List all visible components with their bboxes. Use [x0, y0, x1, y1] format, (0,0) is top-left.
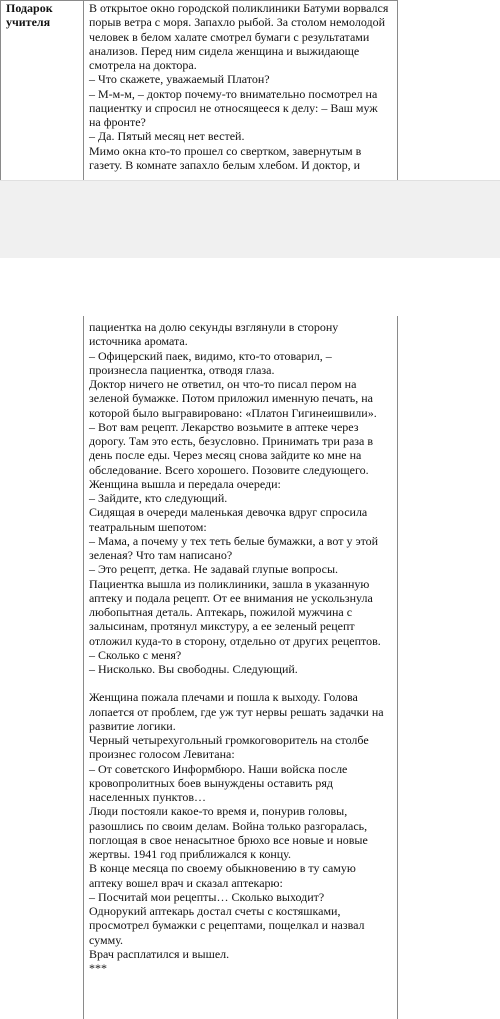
paragraph: – Вот вам рецепт. Лекарство возьмите в аптеке через дорогу. Там это есть, безусловно. Принимать три раза в день после еды. Через месяц снова зайдите ко мне на обследование. Всего хорошего. Позовите следующего.	[89, 419, 374, 477]
paragraph: Пациентка вышла из поликлиники, зашла в указанную аптеку и подала рецепт. От ее внимания не ускользнула любопытная деталь. Аптекарь, пожилой мужчина с залысинам, протянул микстуру, а ее зеленый рецепт отложил куда-то в сторону, отдельно от других рецептов.	[89, 576, 381, 648]
paragraph: – Посчитай мои рецепты… Сколько выходит?	[89, 889, 325, 904]
paragraph: В открытое окно городской поликлиники Батуми ворвался порыв ветра с моря. Запахло рыбой. За столом немолодой человек в белом халате смотрел бумаги с результатами анализов. Перед ним сидела женщина и выжидающе смотрела на доктора.	[89, 1, 389, 72]
table-column-divider	[83, 0, 84, 180]
paragraph: Черный четырехугольный громкоговоритель на столбе произнес голосом Левитана:	[89, 733, 369, 762]
paragraph: Сидящая в очереди маленькая девочка вдруг спросила театральным шепотом:	[89, 505, 368, 534]
paragraph: Женщина пожала плечами и пошла к выходу. Голова лопается от проблем, где уж тут нервы решать задачки на развитие логики.	[89, 690, 384, 733]
paragraph: – Что скажете, уважаемый Платон?	[89, 72, 270, 87]
paragraph: – Это рецепт, детка. Не задавай глупые вопросы.	[89, 562, 339, 577]
paragraph: – Офицерский паек, видимо, кто-то отоварил, – произнесла пациентка, отводя глаза.	[89, 348, 332, 377]
row-title: Подарок учителя	[6, 1, 53, 29]
story-text-part-1	[89, 1, 391, 172]
paragraph: Мимо окна кто-то прошел со свертком, завернутым в газету. В комнате запахло белым хлебом. И доктор, и	[89, 143, 362, 172]
paragraph: Женщина вышла и передала очереди:	[89, 476, 281, 491]
paragraph: – Нисколько. Вы свободны. Следующий.	[89, 662, 298, 676]
blank-line	[89, 676, 391, 690]
paragraph: Доктор ничего не ответил, он что-то писал пером на зеленой бумажке. Потом приложил именную печать, на которой было выгравировано: «Платон Гигинеишвили».	[89, 377, 377, 420]
page-separator	[0, 180, 500, 260]
table-column-divider	[83, 316, 84, 1019]
story-text-part-2	[89, 320, 391, 975]
table-border-right	[397, 0, 398, 180]
paragraph: В конце месяца по своему обыкновению в ту самую аптеку вошел врач и сказал аптекарю:	[89, 861, 356, 890]
paragraph: – От советского Информбюро. Наши войска после кровопролитных боев вынуждены оставить ряд населенных пунктов…	[89, 761, 348, 804]
paragraph: – Сколько с меня?	[89, 647, 182, 662]
document-page-bottom	[0, 258, 500, 1019]
paragraph: – Зайдите, кто следующий.	[89, 491, 228, 505]
paragraph: Врач расплатился и вышел.	[89, 946, 230, 961]
paragraph: – Мама, а почему у тех теть белые бумажки, а вот у этой зеленая? Что там написано?	[89, 533, 379, 562]
table-border-right	[397, 316, 398, 1019]
paragraph: – М-м-м, – доктор почему-то внимательно посмотрел на пациентку и спросил не относящееся к делу: – Ваш муж на фронте?	[89, 86, 378, 129]
paragraph: Люди постояли какое-то время и, понурив головы, разошлись по своим делам. Война только разгоралась, поглощая в свое ненасытное брюхо все новые и новые жертвы. 1941 год приближался к концу.	[89, 804, 368, 861]
paragraph: Однорукий аптекарь достал счеты с костяшками, просмотрел бумажки с рецептами, пощелкал и назвал сумму.	[89, 904, 365, 947]
table-border-left	[0, 0, 1, 180]
section-break: ***	[89, 961, 107, 975]
document-page-top	[0, 0, 500, 180]
paragraph: – Да. Пятый месяц нет вестей.	[89, 129, 245, 144]
paragraph: пациентка на долю секунды взглянули в сторону источника аромата.	[89, 320, 339, 349]
